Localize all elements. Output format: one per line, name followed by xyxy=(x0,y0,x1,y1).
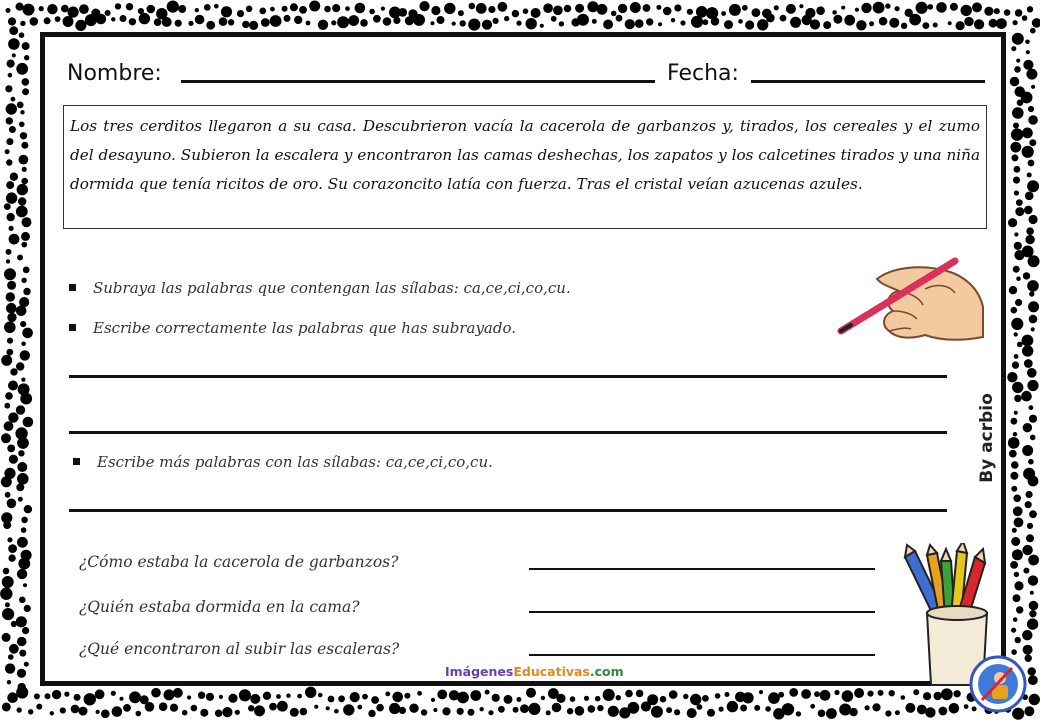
answer-line-1[interactable] xyxy=(69,375,947,378)
question-3-answer-line[interactable] xyxy=(529,654,875,656)
task-write-words: Escribe correctamente las palabras que has subrayado. xyxy=(93,319,516,337)
date-line[interactable] xyxy=(751,80,985,83)
hand-writing-icon xyxy=(837,249,987,349)
question-1-answer-line[interactable] xyxy=(529,568,875,570)
bullet-3 xyxy=(73,458,80,465)
question-2-answer-line[interactable] xyxy=(529,611,875,613)
answer-line-2[interactable] xyxy=(69,431,947,434)
author-credit: By acrbio xyxy=(977,393,997,483)
question-3: ¿Qué encontraron al subir las escaleras? xyxy=(79,640,400,658)
answer-line-3[interactable] xyxy=(69,509,947,512)
date-label: Fecha: xyxy=(667,61,739,86)
bullet-2 xyxy=(69,324,76,331)
name-line[interactable] xyxy=(181,80,655,83)
story-text: Los tres cerditos llegaron a su casa. Descubrieron vacía la cacerola de garbanzos y, tirados, los cereales y el zumo del desayuno. Subieron la escalera y encontraron las camas deshechas, los zapatos y los calcetines tirados y una niña dormida que tenía ricitos de oro. Su corazoncito latía con fuerza. Tras el cristal veían azucenas azules. xyxy=(63,105,987,229)
question-1: ¿Cómo estaba la cacerola de garbanzos? xyxy=(79,553,399,571)
question-2: ¿Quién estaba dormida en la cama? xyxy=(79,598,360,616)
imagenes-educativas-logo-icon xyxy=(966,654,1030,714)
name-label: Nombre: xyxy=(67,61,162,86)
worksheet xyxy=(40,32,1006,686)
watermark-logo-text: ImágenesEducativas.com xyxy=(445,664,624,679)
task-more-words: Escribe más palabras con las sílabas: ca,ce,ci,co,cu. xyxy=(97,453,493,471)
task-underline: Subraya las palabras que contengan las sílabas: ca,ce,ci,co,cu. xyxy=(93,279,571,297)
bullet-1 xyxy=(69,284,76,291)
